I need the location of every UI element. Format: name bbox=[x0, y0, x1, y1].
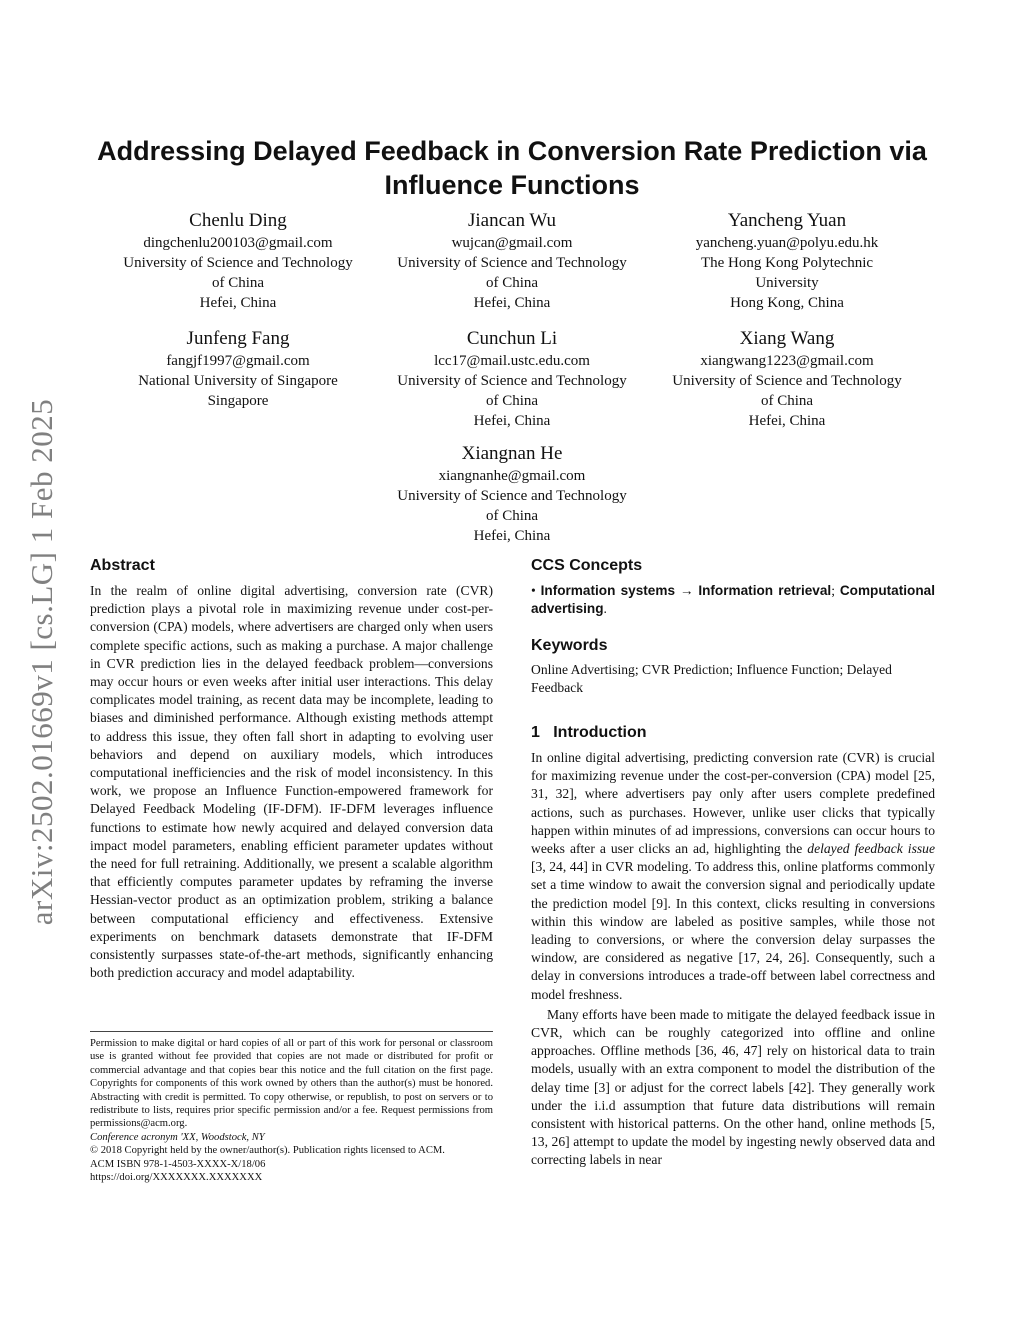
author-location: Hefei, China bbox=[199, 295, 277, 311]
author-email[interactable]: fangjf1997@gmail.com bbox=[166, 353, 310, 369]
framework-name: Influence Function-empowered framework for Delayed Feedback Modeling bbox=[90, 783, 493, 817]
ccs-end: . bbox=[603, 601, 607, 617]
ccs-separator: ; bbox=[831, 583, 840, 598]
copyright-footnote bbox=[90, 1031, 493, 1184]
abstract-heading: Abstract bbox=[90, 557, 155, 574]
author-email[interactable]: xiangwang1223@gmail.com bbox=[700, 353, 874, 369]
author-affiliation: University of Science and Technology bbox=[397, 488, 627, 504]
ccs-section bbox=[531, 556, 935, 618]
abstract-text-part: (IF-DFM). IF-DFM leverages influence functions to estimate how newly acquired and delayed conversion data impact model parameters, enabling efficient parameter updates without the need for full retraining. Additionally, we present a scalable algorithm that efficiently computes parameter updates by reframing the inverse Hessian-vector product as an optimization problem, striking a balance between computational efficiency and effectiveness. Extensive experiments on benchmark datasets demonstrate that IF-DFM consistently surpasses state-of-the-art methods, significantly enhancing both prediction accuracy and model adaptability. bbox=[90, 801, 493, 981]
author-email[interactable]: lcc17@mail.ustc.edu.com bbox=[434, 353, 590, 369]
author-location: Hefei, China bbox=[473, 413, 551, 429]
author-affiliation: University bbox=[755, 275, 819, 291]
copyright-line: © 2018 Copyright held by the owner/author(s). Publication rights licensed to ACM. bbox=[90, 1145, 445, 1157]
author-affiliation: of China bbox=[211, 275, 265, 291]
author-block bbox=[362, 210, 662, 313]
introduction-paragraph bbox=[531, 749, 935, 1004]
author-block bbox=[637, 210, 937, 313]
introduction-section bbox=[531, 723, 935, 1170]
intro-text-part: [3, 24, 44] in CVR modeling. To address this, online platforms commonly set a time window to await the conversion signal and periodically update the prediction model [9]. In this context, clicks resulting in conversions within this window are labeled as positive samples, while those not leading to conversions, or where the conversion delay surpasses the window, are considered as negative [17, 24, 26]. Consequently, such a delay in conversions introduces a trade-off between label correctness and model freshness. bbox=[531, 859, 935, 1002]
author-name: Cunchun Li bbox=[466, 328, 558, 349]
author-location: Hefei, China bbox=[473, 528, 551, 544]
permission-notice: Permission to make digital or hard copies of all or part of this work for personal or classroom use is granted without fee provided that copies are not made or distributed for profit or commercial advantage and that copies bear this notice and the full citation on the first page. Copyrights for components of this work owned by others than the author(s) must be honored. Abstracting with credit is permitted. To copy otherwise, or republish, to post on servers or to redistribute to lists, requires prior specific permission and/or a fee. Request permissions from permissions@acm.org. bbox=[90, 1038, 493, 1130]
author-block bbox=[637, 328, 937, 431]
author-email[interactable]: xiangnanhe@gmail.com bbox=[438, 468, 586, 484]
author-affiliation: National University of Singapore bbox=[138, 373, 338, 389]
author-name: Yancheng Yuan bbox=[727, 210, 847, 231]
author-affiliation: of China bbox=[485, 508, 539, 524]
author-affiliation: University of Science and Technology bbox=[123, 255, 353, 271]
ccs-concept: Information systems bbox=[540, 583, 676, 598]
intro-text-part: In online digital advertising, predicting conversion rate (CVR) is crucial for maximizing revenue under the cost-per-conversion (CPA) model [25, 31, 32], where advertisers pay only after users complete predefined actions, such as purchases. However, unlike user clicks that typically happen within minutes of ad impressions, conversions can occur hours to weeks after a user clicks an ad, highlighting the bbox=[531, 750, 935, 857]
author-name: Chenlu Ding bbox=[189, 210, 287, 231]
author-email[interactable]: dingchenlu200103@gmail.com bbox=[143, 235, 333, 251]
author-location: Hefei, China bbox=[473, 295, 551, 311]
ccs-heading: CCS Concepts bbox=[531, 557, 643, 574]
keywords-section bbox=[531, 636, 935, 697]
author-affiliation: of China bbox=[485, 393, 539, 409]
author-location: Singapore bbox=[207, 393, 269, 409]
author-affiliation: University of Science and Technology bbox=[397, 255, 627, 271]
doi-link[interactable]: https://doi.org/XXXXXXX.XXXXXXX bbox=[90, 1172, 263, 1184]
intro-emphasis: delayed feedback issue bbox=[807, 841, 935, 857]
author-block bbox=[88, 328, 388, 411]
author-name: Junfeng Fang bbox=[186, 328, 290, 349]
ccs-concepts bbox=[531, 582, 935, 618]
abstract-text bbox=[90, 582, 493, 982]
author-email[interactable]: yancheng.yuan@polyu.edu.hk bbox=[695, 235, 879, 251]
author-block bbox=[362, 328, 662, 431]
ccs-concept: Computational advertising bbox=[531, 583, 935, 617]
abstract-section bbox=[90, 556, 493, 982]
author-email[interactable]: wujcan@gmail.com bbox=[451, 235, 573, 251]
author-affiliation: of China bbox=[485, 275, 539, 291]
paper-title: Addressing Delayed Feedback in Conversion Rate Prediction via Influence Functions bbox=[97, 136, 927, 200]
author-affiliation: of China bbox=[760, 393, 814, 409]
author-affiliation: The Hong Kong Polytechnic bbox=[700, 255, 874, 271]
ccs-concept: Information retrieval bbox=[698, 583, 832, 598]
introduction-paragraph: Many efforts have been made to mitigate the delayed feedback issue in CVR, which can be roughly categorized into offline and online approaches. Offline methods [36, 46, 47] rely on historical data to train models, usually with an extra component to model the distribution of the delay time [3] or adjust for the correct labels [42]. They generally work under the i.i.d assumption that future data distributions will remain consistent with historical patterns. On the other hand, online methods [5, 13, 26] attempt to update the model by ingesting newly observed data and correcting labels in near bbox=[531, 1006, 935, 1168]
author-name: Jiancan Wu bbox=[467, 210, 557, 231]
introduction-heading: 1 Introduction bbox=[531, 724, 647, 741]
author-name: Xiangnan He bbox=[461, 443, 563, 464]
author-affiliation: University of Science and Technology bbox=[672, 373, 902, 389]
keywords-heading: Keywords bbox=[531, 637, 608, 654]
author-block bbox=[88, 210, 388, 313]
isbn-line: ACM ISBN 978-1-4503-XXXX-X/18/06 bbox=[90, 1158, 266, 1170]
ccs-bullet: • bbox=[531, 583, 541, 598]
arxiv-identifier: arXiv:2502.01669v1 [cs.LG] 1 Feb 2025 bbox=[24, 398, 59, 926]
conference-info: Conference acronym 'XX, Woodstock, NY bbox=[90, 1131, 265, 1143]
author-block bbox=[362, 443, 662, 546]
author-affiliation: University of Science and Technology bbox=[397, 373, 627, 389]
abstract-text-part: In the realm of online digital advertising, conversion rate (CVR) prediction plays a pivotal role in maximizing revenue under cost-per-conversion (CPA) models, where advertisers are charged only when users complete specific actions, such as making a purchase. A major challenge in CVR prediction lies in the delayed feedback problem—conversions may occur hours or even weeks after initial user interactions. This delay complicates model training, as recent data may be incomplete, leading to biases and diminished performance. Although existing methods attempt to address this issue, they often fall short in adapting to evolving user behaviors and depend on auxiliary models, which introduces computational inefficiencies and the risk of model inconsistency. In this work, we propose an bbox=[90, 583, 493, 799]
ccs-arrow: → bbox=[675, 583, 699, 598]
author-name: Xiang Wang bbox=[739, 328, 835, 349]
author-location: Hong Kong, China bbox=[730, 295, 844, 311]
author-location: Hefei, China bbox=[748, 413, 826, 429]
keywords-text: Online Advertising; CVR Prediction; Influence Function; Delayed Feedback bbox=[531, 662, 892, 696]
